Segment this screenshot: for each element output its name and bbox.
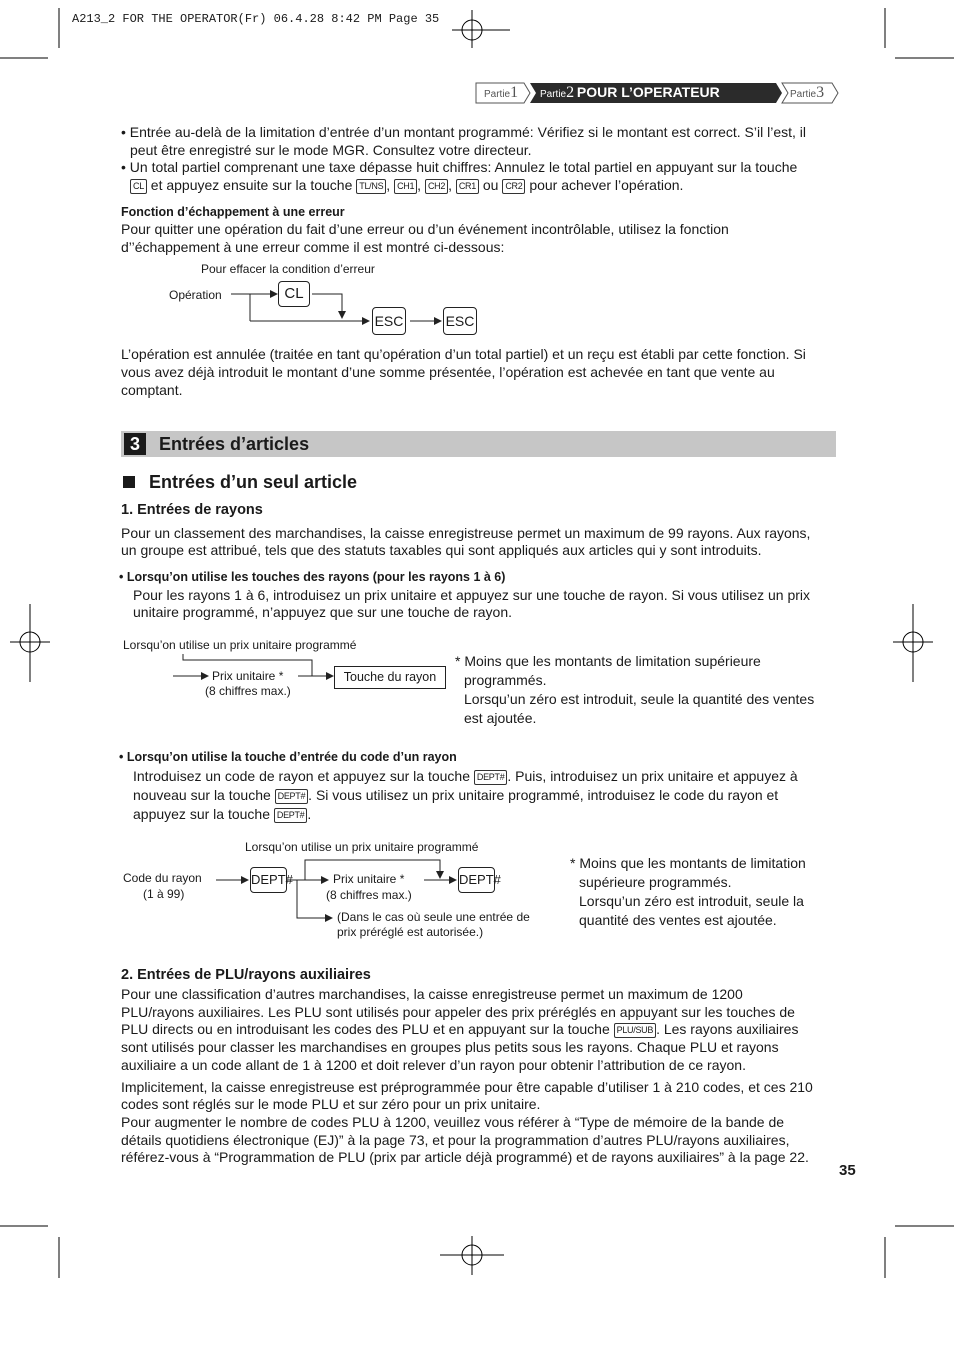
- section-number: 3: [124, 433, 146, 455]
- file-info: A213_2 FOR THE OPERATOR(Fr) 06.4.28 8:42 PM Page 35: [72, 12, 440, 26]
- escape-heading: Fonction d’échappement à une erreur: [121, 205, 345, 219]
- code-rayon-text-1: Introduisez un code de rayon et appuyez sur la touche DEPT# . Puis, introduisez un prix unitaire et appuyez à: [133, 768, 798, 784]
- bullet-touches-rayons-title: • Lorsqu’on utilise les touches des rayons (pour les rayons 1 à 6): [119, 570, 506, 584]
- plu-text-3: PLU directs ou en introduisant les codes des PLU et en appuyant sur la touche PLU/SUB . Les rayons auxiliaires: [121, 1021, 799, 1037]
- cl-key-icon: CL: [130, 179, 147, 194]
- diagram1-price-label: Prix unitaire *: [212, 669, 284, 683]
- plu-text-4: sont utilisés pour classer les marchandises en groupes plus petits sous les rayons. Chaque PLU et rayons: [121, 1039, 779, 1055]
- bullet-2-line-2: CL et appuyez ensuite sur la touche TL/NS , CH1 , CH2 , CR1 ou CR2 pour achever l’opération.: [130, 176, 683, 194]
- escape-after-1: L’opération est annulée (traitée en tant qu’opération d’un total partiel) et un reçu est établi par cette fonction. Si: [121, 346, 806, 362]
- dept-key-icon: DEPT#: [274, 808, 308, 823]
- diagram1-note-1: * Moins que les montants de limitation supérieure: [455, 653, 761, 669]
- increase-text-2: détails quotidiens électronique (EJ)” à la page 73, et pour la programmation d’autres PLU/rayons auxiliaires,: [121, 1132, 790, 1148]
- tab-partie-3: Partie3: [790, 84, 825, 101]
- diagram1-note-3: Lorsqu’un zéro est introduit, seule la quantité des ventes: [464, 691, 815, 707]
- plu-text-1: Pour une classification d’autres marchandises, la caisse enregistreuse permet un maximum de 1200: [121, 986, 743, 1002]
- diagram2-code-range: (1 à 99): [143, 887, 185, 901]
- diagram2-code-label: Code du rayon: [123, 871, 202, 885]
- plu-text-2: PLU/rayons auxiliaires. Les PLU sont utilisés pour appeler des prix préréglés en appuyant sur les touches de: [121, 1004, 795, 1020]
- rayons-text-1: Pour un classement des marchandises, la caisse enregistreuse permet un maximum de 99 rayons. Aux rayons,: [121, 525, 811, 541]
- diagram1-top-label: Lorsqu’on utilise un prix unitaire programmé: [123, 638, 357, 652]
- code-rayon-text-3: appuyez sur la touche DEPT# .: [133, 806, 312, 822]
- plu-sub-key-icon: PLU/SUB: [614, 1023, 656, 1038]
- escape-after-3: comptant.: [121, 382, 183, 398]
- default-text-1: Implicitement, la caisse enregistreuse est préprogrammée pour être capable d’utiliser 1 à 210 codes, et ces 210: [121, 1079, 813, 1095]
- diagram2-note-2: supérieure programmés.: [579, 874, 732, 890]
- increase-text-1: Pour augmenter le nombre de codes PLU à 1200, veuillez vous référer à “Type de mémoire de la bande de: [121, 1114, 785, 1130]
- page-number: 35: [839, 1162, 856, 1179]
- diagram2-note-3: Lorsqu’un zéro est introduit, seule la: [579, 893, 804, 909]
- escape-diagram-left-label: Opération: [169, 288, 222, 302]
- dept-key-box: Touche du rayon: [334, 666, 446, 689]
- dept-key-icon: DEPT#: [474, 770, 508, 785]
- bullet-2-line-1: • Un total partiel comprenant une taxe dépasse huit chiffres: Annulez le total partiel en appuyant sur la touche: [121, 159, 798, 175]
- tab-partie-1: Partie1: [484, 84, 519, 101]
- rayons-text-2: un groupe est attribué, tels que des statuts taxables qui sont appliqués aux articles qui y sont introduits.: [121, 542, 762, 558]
- esc-key-icon: ESC: [443, 307, 477, 335]
- heading-entrees-plu: 2. Entrées de PLU/rayons auxiliaires: [121, 967, 371, 983]
- subsection-title: Entrées d’un seul article: [149, 472, 358, 492]
- diagram2-paren-2: prix préréglé est autorisée.): [337, 925, 484, 939]
- diagram2-note-1: * Moins que les montants de limitation: [570, 855, 806, 871]
- touches-rayons-text-1: Pour les rayons 1 à 6, introduisez un prix unitaire et appuyez sur une touche de rayon. Si vous utilisez un prix: [133, 587, 811, 603]
- diagram2-note-4: quantité des ventes est ajoutée.: [579, 912, 777, 928]
- cr1-key-icon: CR1: [456, 179, 479, 194]
- section-title: Entrées d’articles: [159, 434, 310, 454]
- increase-text-3: référez-vous à “Programmation de PLU (prix par article déjà programmé) et de rayons auxiliaires” à la page 22.: [121, 1149, 809, 1165]
- diagram2-price-label: Prix unitaire *: [333, 872, 405, 886]
- touches-rayons-text-2: unitaire programmé, n’appuyez que sur une touche de rayon.: [133, 604, 513, 620]
- escape-text-1: Pour quitter une opération du fait d’une erreur ou d’un événement incontrôlable, utilisez la fonction: [121, 221, 729, 237]
- dept-key-icon: DEPT#: [275, 789, 309, 804]
- escape-diagram-top-label: Pour effacer la condition d’erreur: [201, 262, 375, 276]
- diagram1-note-2: programmés.: [464, 672, 547, 688]
- default-text-2: codes sont réglés sur le mode PLU et sur zéro pour un prix unitaire.: [121, 1096, 541, 1112]
- tab-partie-2: Partie2 POUR L’OPERATEUR: [540, 84, 720, 101]
- tlns-key-icon: TL/NS: [356, 179, 386, 194]
- diagram2-paren-1: (Dans le cas où seule une entrée de: [337, 910, 530, 924]
- escape-text-2: d’’échappement à une erreur comme il est montré ci-dessous:: [121, 239, 505, 255]
- escape-after-2: vous avez déjà introduit le montant d’une somme présentée, l’opération est achevée en tant que vente au: [121, 364, 775, 380]
- ch2-key-icon: CH2: [425, 179, 448, 194]
- diagram1-note-4: est ajoutée.: [464, 710, 537, 726]
- diagram1-price-max: (8 chiffres max.): [205, 684, 291, 698]
- dept-key-icon: DEPT#: [458, 867, 495, 893]
- ch1-key-icon: CH1: [394, 179, 417, 194]
- cr2-key-icon: CR2: [502, 179, 525, 194]
- diagram2-price-max: (8 chiffres max.): [326, 888, 412, 902]
- bullet-code-rayon-title: • Lorsqu’on utilise la touche d’entrée du code d’un rayon: [119, 750, 457, 764]
- code-rayon-text-2: nouveau sur la touche DEPT# . Si vous utilisez un prix unitaire programmé, introduisez le code du rayon et: [133, 787, 779, 803]
- heading-entrees-rayons: 1. Entrées de rayons: [121, 502, 263, 518]
- plu-text-5: auxiliaire a un code allant de 1 à 1200 et doit relever d’un rayon pour obtenir l’attribution de ce rayon.: [121, 1057, 746, 1073]
- esc-key-icon: ESC: [372, 307, 406, 335]
- bullet-1-line-2: peut être enregistré sur le mode MGR. Consultez votre directeur.: [130, 142, 532, 158]
- bullet-1-line-1: • Entrée au-delà de la limitation d’entrée d’un montant programmé: Vérifiez si le montant est correct. S’il l’est, il: [121, 124, 806, 140]
- diagram2-top-label: Lorsqu’on utilise un prix unitaire programmé: [245, 840, 479, 854]
- dept-key-icon: DEPT#: [250, 867, 287, 893]
- cl-key-icon: CL: [278, 281, 310, 307]
